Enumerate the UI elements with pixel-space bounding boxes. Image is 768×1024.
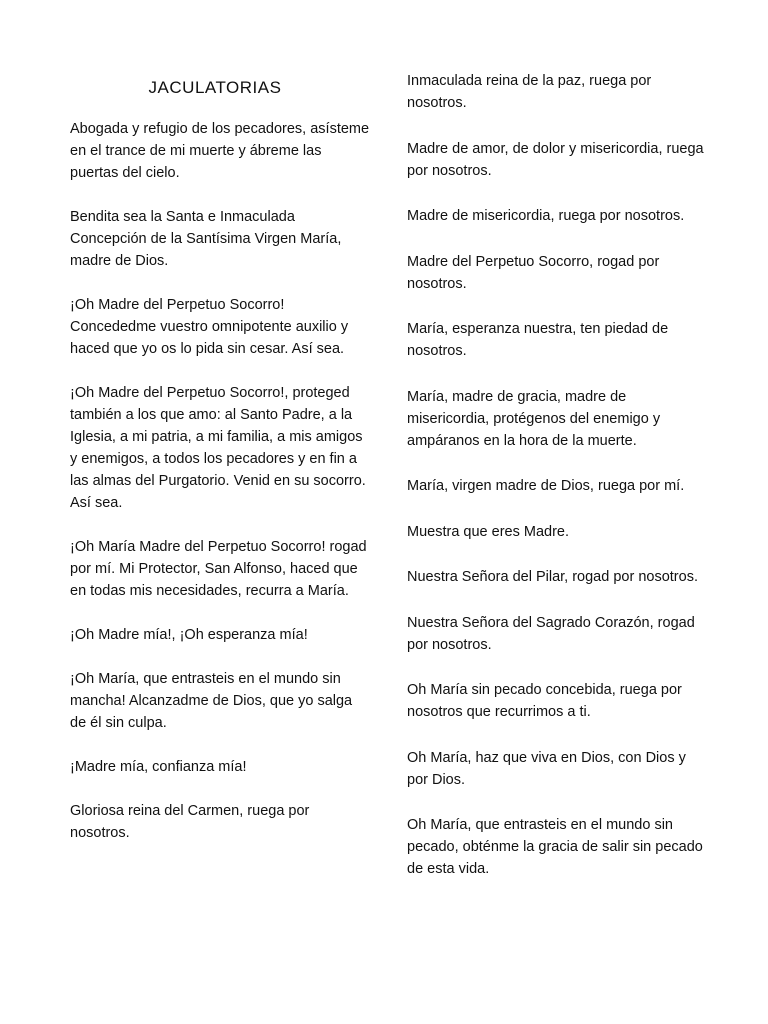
prayer-paragraph: Madre de misericordia, ruega por nosotros. (407, 208, 685, 224)
left-column (70, 70, 370, 866)
prayer-paragraph: Nuestra Señora del Pilar, rogad por nosotros. (407, 569, 698, 585)
prayer-paragraph: María, virgen madre de Dios, ruega por mí. (407, 478, 685, 494)
prayer-paragraph: Abogada y refugio de los pecadores, asísteme en el trance de mi muerte y ábreme las puertas del cielo. (70, 121, 370, 181)
prayer-paragraph: Oh María sin pecado concebida, ruega por nosotros que recurrimos a ti. (407, 682, 682, 720)
prayer-paragraph: Madre de amor, de dolor y misericordia, ruega por nosotros. (407, 140, 704, 179)
prayer-paragraph: Madre del Perpetuo Socorro, rogad por nosotros. (407, 253, 660, 292)
prayer-paragraph: ¡Oh Madre mía!, ¡Oh esperanza mía! (70, 627, 308, 643)
prayer-paragraph: ¡Oh Madre del Perpetuo Socorro!, proteged también a los que amo: al Santo Padre, a la Iglesia, a mi patria, a mi familia, a mis amigos y enemigos, a todos los pecadores y en fin a las almas del Purgatorio. Venid en su socorro. Así sea. (70, 385, 366, 511)
prayer-paragraph: Oh María, que entrasteis en el mundo sin pecado, obténme la gracia de salir sin pecado de esta vida. (407, 817, 703, 877)
prayer-paragraph: María, madre de gracia, madre de misericordia, protégenos del enemigo y ampáranos en la hora de la muerte. (407, 388, 661, 449)
prayer-paragraph: ¡Oh María, que entrasteis en el mundo sin mancha! Alcanzadme de Dios, que yo salga de él sin culpa. (70, 671, 353, 731)
prayer-paragraph: Gloriosa reina del Carmen, ruega por nosotros. (70, 803, 310, 841)
prayer-paragraph: Inmaculada reina de la paz, ruega por nosotros. (407, 73, 652, 111)
prayer-paragraph: Nuestra Señora del Sagrado Corazón, rogad por nosotros. (407, 614, 695, 653)
prayer-paragraph: María, esperanza nuestra, ten piedad de nosotros. (407, 321, 669, 359)
prayer-paragraph: ¡Oh María Madre del Perpetuo Socorro! rogad por mí. Mi Protector, San Alfonso, haced que en todas mis necesidades, recurra a María. (70, 539, 367, 599)
page-title: JACULATORIAS (148, 78, 282, 97)
prayer-paragraph: ¡Madre mía, confianza mía! (70, 759, 247, 775)
prayer-paragraph: Muestra que eres Madre. (407, 523, 569, 540)
prayer-paragraph: ¡Oh Madre del Perpetuo Socorro! Concededme vuestro omnipotente auxilio y haced que yo os lo pida sin cesar. Así sea. (70, 297, 349, 357)
right-column (407, 70, 707, 904)
prayer-paragraph: Bendita sea la Santa e Inmaculada Concepción de la Santísima Virgen María, madre de Dios. (70, 209, 342, 269)
prayer-paragraph: Oh María, haz que viva en Dios, con Dios y por Dios. (407, 749, 686, 788)
